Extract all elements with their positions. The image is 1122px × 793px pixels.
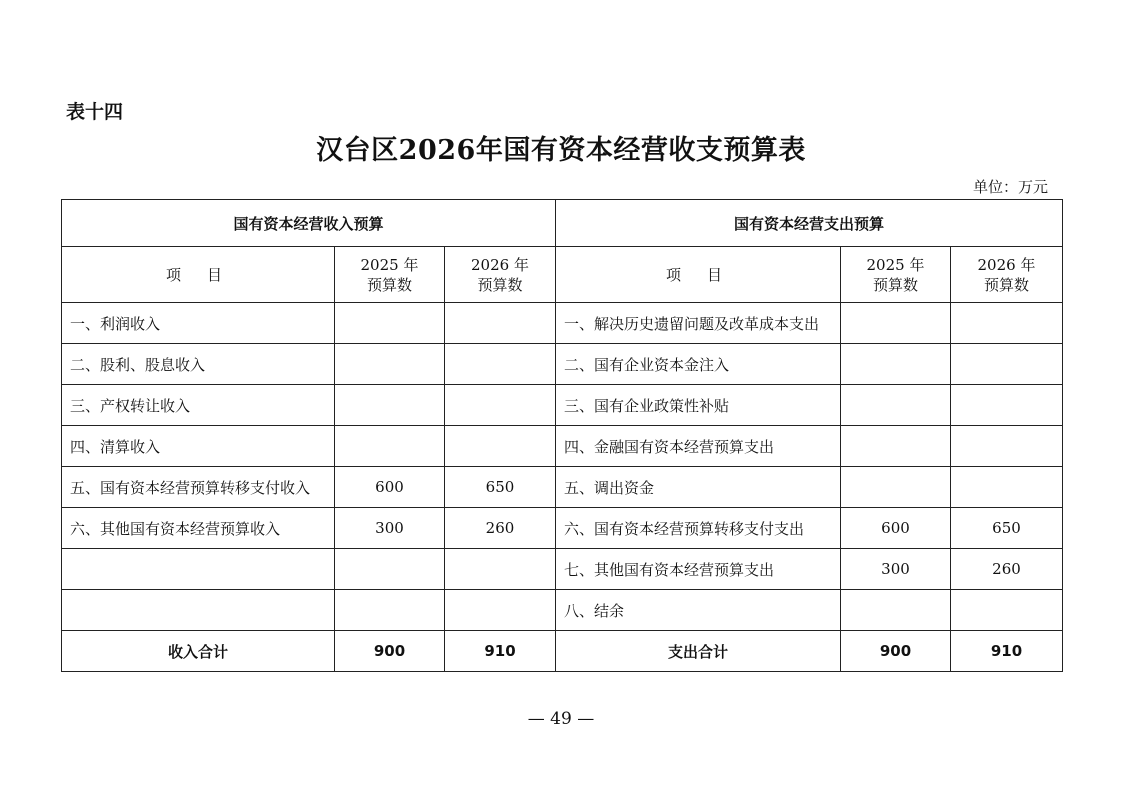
expense-total-2025: 900 [841, 631, 951, 672]
table-row [62, 426, 1063, 467]
income-2025-value [335, 344, 445, 385]
income-2026-value [445, 385, 556, 426]
income-2026-value [445, 549, 556, 590]
table-row [62, 549, 1063, 590]
income-item [62, 590, 335, 631]
table-row [62, 303, 1063, 344]
income-2026-value [445, 590, 556, 631]
expense-2025-value [841, 344, 951, 385]
year-label: 2026 年 [977, 255, 1036, 274]
income-item: 三、产权转让收入 [62, 385, 335, 426]
income-2025-value: 600 [335, 467, 445, 508]
sub-label: 预算数 [872, 275, 918, 294]
expense-2026-value: 650 [951, 508, 1063, 549]
expense-total-label: 支出合计 [556, 631, 841, 672]
income-2025-value [335, 590, 445, 631]
expense-2025-value [841, 303, 951, 344]
table-row [62, 385, 1063, 426]
income-item-header: 项目 [62, 247, 335, 303]
expense-item: 八、结余 [556, 590, 841, 631]
budget-table [61, 199, 1063, 672]
sub-label: 预算数 [983, 275, 1029, 294]
expense-item: 七、其他国有资本经营预算支出 [556, 549, 841, 590]
expense-item-header: 项目 [556, 247, 841, 303]
income-2026-value: 650 [445, 467, 556, 508]
year-label: 2026 年 [471, 255, 529, 274]
expense-2025-value [841, 426, 951, 467]
income-2026-value [445, 344, 556, 385]
expense-2026-value: 260 [951, 549, 1063, 590]
page-number: — 49 — [527, 709, 595, 729]
expense-2025-value: 300 [841, 549, 951, 590]
section-header-row [62, 200, 1063, 247]
table-row [62, 590, 1063, 631]
expense-item: 四、金融国有资本经营预算支出 [556, 426, 841, 467]
expense-2025-header [841, 247, 951, 303]
expense-section-title: 国有资本经营支出预算 [556, 200, 1063, 247]
expense-item: 六、国有资本经营预算转移支付支出 [556, 508, 841, 549]
expense-2025-value [841, 385, 951, 426]
expense-2026-value [951, 344, 1063, 385]
expense-2025-value [841, 590, 951, 631]
income-2025-header [335, 247, 445, 303]
expense-2026-value [951, 590, 1063, 631]
year-label: 2025 年 [360, 255, 419, 274]
income-2025-value [335, 549, 445, 590]
table-label: 表十四 [66, 101, 124, 123]
column-header-row [62, 247, 1063, 303]
income-item: 一、利润收入 [62, 303, 335, 344]
expense-total-2026: 910 [951, 631, 1063, 672]
income-item: 五、国有资本经营预算转移支付收入 [62, 467, 335, 508]
sub-label: 预算数 [477, 275, 523, 294]
total-row [62, 631, 1063, 672]
income-section-title: 国有资本经营收入预算 [62, 200, 556, 247]
expense-2025-value [841, 467, 951, 508]
income-2025-value: 300 [335, 508, 445, 549]
income-item: 四、清算收入 [62, 426, 335, 467]
expense-item: 二、国有企业资本金注入 [556, 344, 841, 385]
income-item [62, 549, 335, 590]
expense-2026-value [951, 426, 1063, 467]
income-2025-value [335, 385, 445, 426]
income-total-label: 收入合计 [62, 631, 335, 672]
expense-item: 一、解决历史遗留问题及改革成本支出 [556, 303, 841, 344]
income-2026-value [445, 303, 556, 344]
expense-2025-value: 600 [841, 508, 951, 549]
income-2025-value [335, 303, 445, 344]
income-total-2026: 910 [445, 631, 556, 672]
page-title: 汉台区2026年国有资本经营收支预算表 [316, 135, 806, 166]
expense-2026-value [951, 385, 1063, 426]
expense-item: 五、调出资金 [556, 467, 841, 508]
income-item: 六、其他国有资本经营预算收入 [62, 508, 335, 549]
table-row [62, 344, 1063, 385]
unit-label: 单位：万元 [972, 178, 1048, 196]
sub-label: 预算数 [366, 275, 412, 294]
income-total-2025: 900 [335, 631, 445, 672]
expense-2026-value [951, 303, 1063, 344]
table-row [62, 467, 1063, 508]
income-item: 二、股利、股息收入 [62, 344, 335, 385]
expense-2026-header [951, 247, 1063, 303]
income-2025-value [335, 426, 445, 467]
year-label: 2025 年 [866, 255, 925, 274]
income-2026-value [445, 426, 556, 467]
expense-item: 三、国有企业政策性补贴 [556, 385, 841, 426]
income-2026-header [445, 247, 556, 303]
income-2026-value: 260 [445, 508, 556, 549]
expense-2026-value [951, 467, 1063, 508]
table-row [62, 508, 1063, 549]
